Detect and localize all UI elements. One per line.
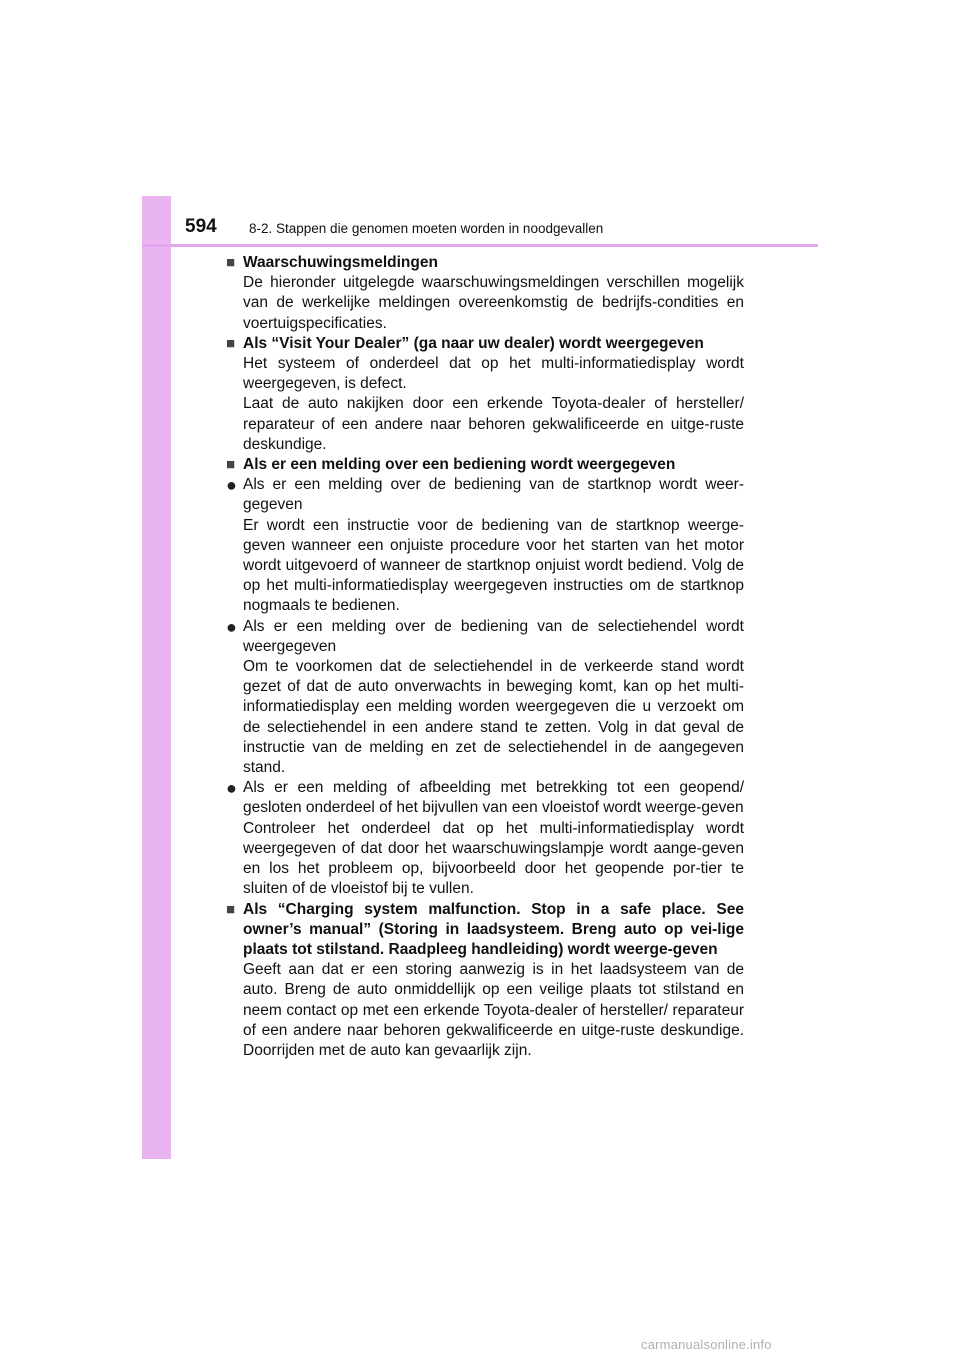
square-bullet-icon: ■ — [226, 254, 236, 271]
chapter-sidebar-tab — [142, 196, 171, 1159]
paragraph: Het systeem of onderdeel dat op het multi-informatiedisplay wordt weergegeven, is defect. — [243, 355, 744, 393]
item-start-button — [226, 475, 744, 616]
section-visit-your-dealer — [226, 334, 744, 455]
header-rule — [142, 244, 818, 247]
page-content — [226, 253, 744, 1061]
paragraph: Om te voorkomen dat de selectiehendel in de verkeerde stand wordt gezet of dat de auto onverwachts in beweging komt, kan op het multi-informatiedisplay een melding worden weergegeven die u verzoekt om de selectiehendel in een andere stand te zetten. Volg in dat geval de instructie van de melding en zet de selectiehendel in de aangegeven stand. — [243, 658, 744, 777]
paragraph: Geeft aan dat er een storing aanwezig is in het laadsysteem van de auto. Breng de auto onmiddellijk op een veilige plaats tot stilstand en neem contact op met een erkende Toyota-dealer of hersteller/ reparateur of een andere naar behoren gekwalificeerde en uitge-ruste deskundige. Doorrijden met de auto kan gevaarlijk zijn. — [243, 961, 744, 1059]
circle-bullet-icon: ● — [226, 778, 237, 799]
section-waarschuwingsmeldingen — [226, 253, 744, 334]
item-open-part-fluid — [226, 778, 744, 899]
item-title: Als er een melding over de bediening van de selectiehendel wordt weergegeven — [243, 617, 744, 655]
square-bullet-icon: ■ — [226, 900, 236, 918]
watermark: carmanualsonline.info — [641, 1337, 772, 1352]
item-selector-lever — [226, 617, 744, 779]
item-title: Als er een melding of afbeelding met betrekking tot een geopend/ gesloten onderdeel of het bijvullen van een vloeistof wordt weerge-geven — [243, 779, 744, 817]
section-heading: Als “Charging system malfunction. Stop in a safe place. See owner’s manual” (Storing in laadsysteem. Breng auto op vei-lige plaats tot stilstand. Raadpleeg handleiding) wordt weerge-geven — [243, 900, 744, 958]
paragraph: Laat de auto nakijken door een erkende Toyota-dealer of hersteller/ reparateur of een andere naar behoren gekwalificeerde en uitge-ruste deskundige. — [243, 395, 744, 453]
paragraph: Er wordt een instructie voor de bediening van de startknop weerge-geven wanneer een onjuiste procedure voor het starten van het motor wordt uitgevoerd of wanneer de startknop onjuist wordt bediend. Volg de op het multi-informatiedisplay weergegeven instructies om de startknop nogmaals te bedienen. — [243, 516, 744, 615]
square-bullet-icon: ■ — [226, 456, 236, 474]
section-title: 8-2. Stappen die genomen moeten worden in noodgevallen — [249, 221, 604, 236]
paragraph: Controleer het onderdeel dat op het multi-informatiedisplay wordt weergegeven of dat door het waarschuwingslampje wordt aange-geven en los het probleem op, bijvoorbeeld door het geopende por-tier te sluiten of de vloeistof bij te vullen. — [243, 819, 744, 898]
section-operation-message — [226, 455, 744, 475]
page-number: 594 — [185, 216, 217, 237]
section-charging-system — [226, 900, 744, 1062]
item-title: Als er een melding over de bediening van de startknop wordt weer-gegeven — [243, 476, 744, 514]
square-bullet-icon: ■ — [226, 334, 236, 352]
circle-bullet-icon: ● — [226, 475, 237, 496]
circle-bullet-icon: ● — [226, 616, 237, 637]
section-heading: Waarschuwingsmeldingen — [243, 254, 438, 271]
section-heading: Als “Visit Your Dealer” (ga naar uw dealer) wordt weergegeven — [243, 334, 704, 352]
paragraph: De hieronder uitgelegde waarschuwingsmeldingen verschillen mogelijk van de werkelijke meldingen overeenkomstig de bedrijfs-condities en voertuigspecificaties. — [243, 274, 744, 332]
section-heading: Als er een melding over een bediening wordt weergegeven — [243, 456, 676, 474]
